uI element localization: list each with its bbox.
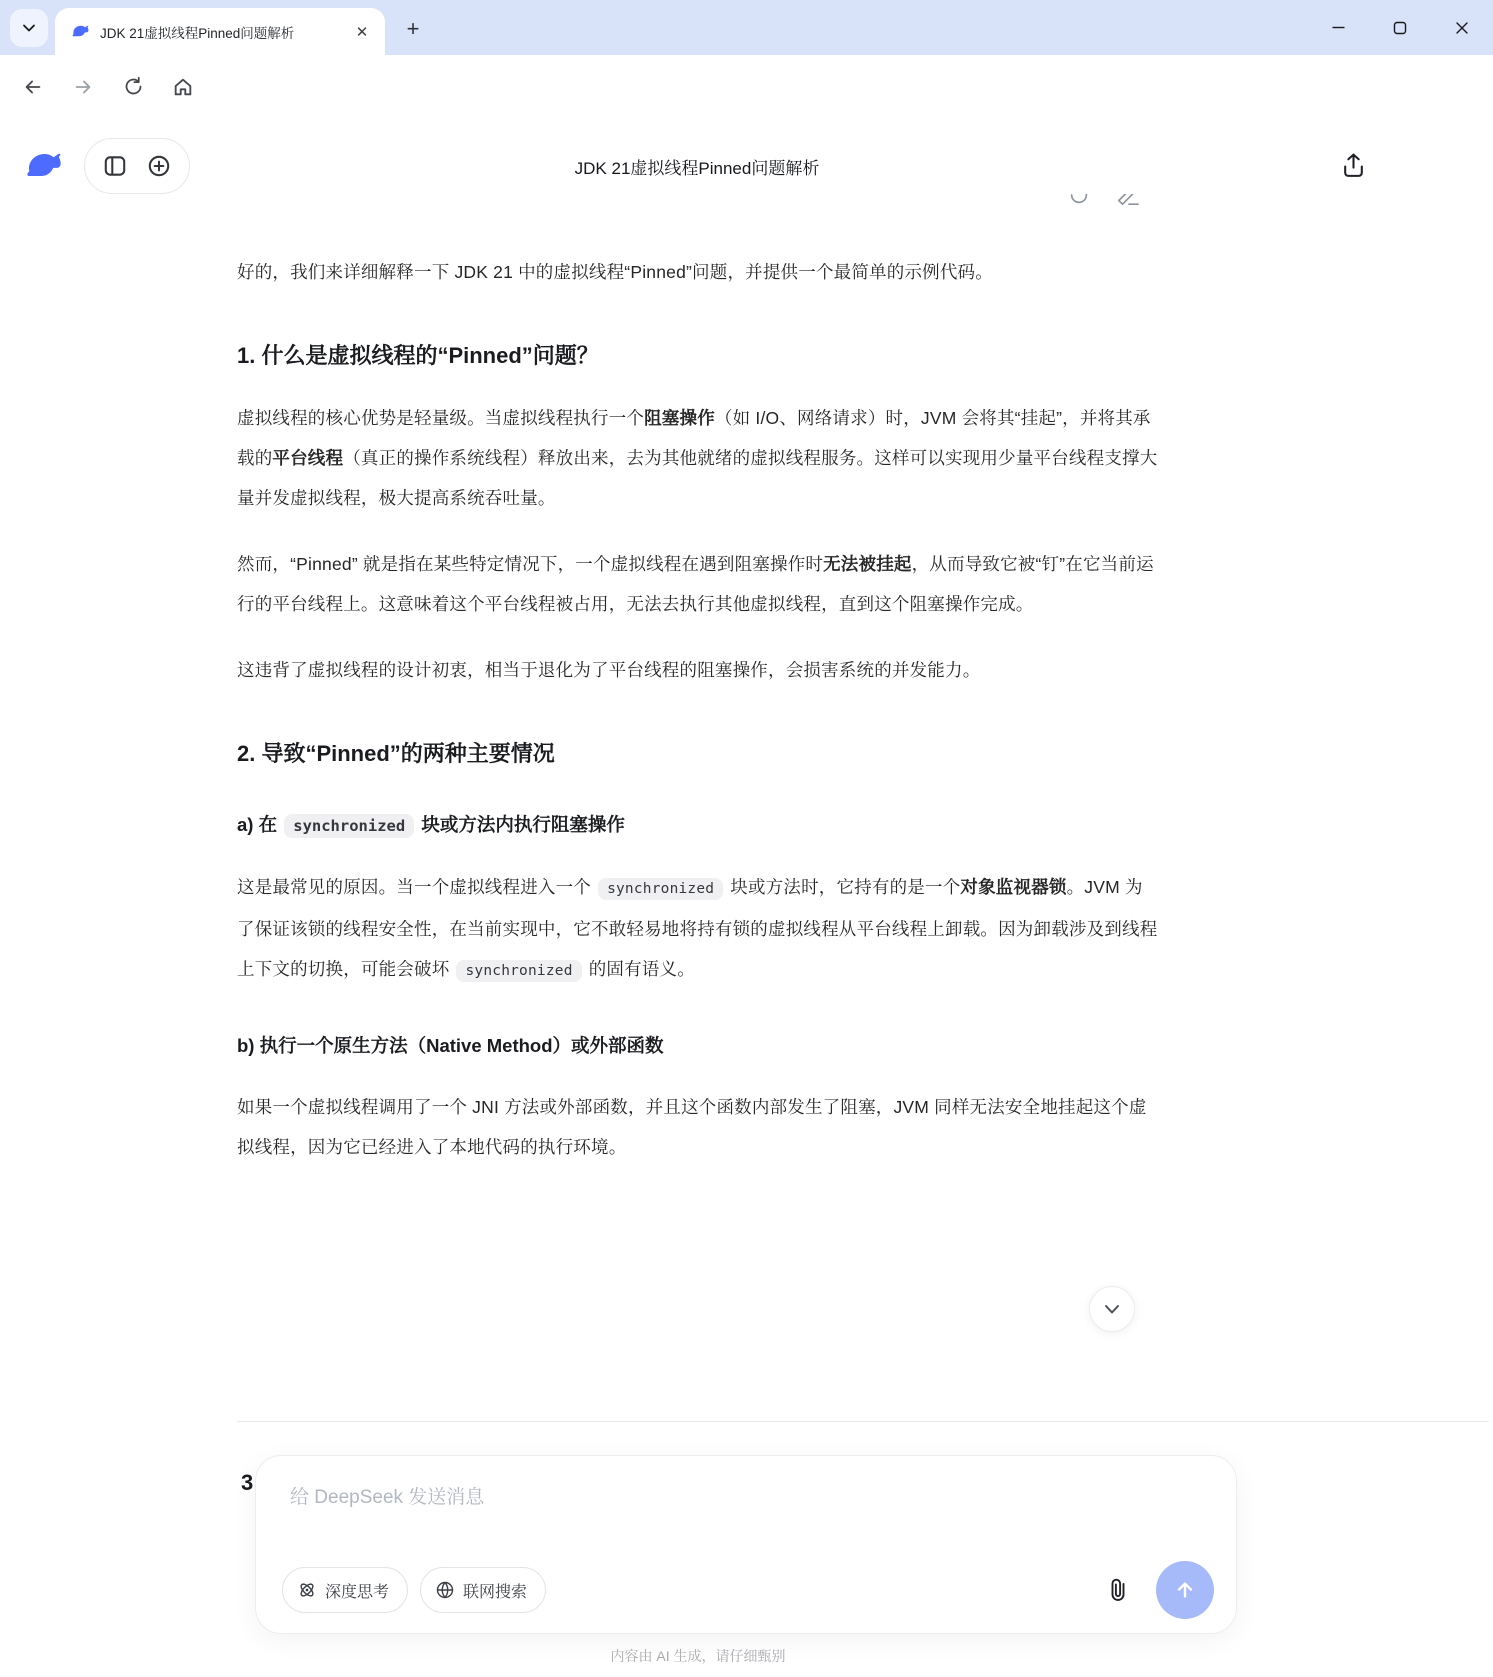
- composer-toolbar: [282, 1565, 1214, 1615]
- sidebar-toggle-icon[interactable]: [102, 153, 128, 179]
- ai-disclaimer: 内容由 AI 生成，请仔细甄别: [610, 1648, 786, 1664]
- chat-title: JDK 21虚拟线程Pinned问题解析: [574, 159, 820, 178]
- tab-search-button[interactable]: [10, 9, 48, 47]
- message-composer[interactable]: [255, 1455, 1237, 1634]
- assistant-paragraph: 虚拟线程的核心优势是轻量级。当虚拟线程执行一个阻塞操作（如 I/O、网络请求）时，JVM 会将其“挂起”，并将其承载的平台线程（真正的操作系统线程）释放出来，去为其他就绪的虚拟线程服务。这样可以实现用少量平台线程支撑大量并发虚拟线程，极大提高系统吞吐量。: [237, 408, 1158, 508]
- deep-think-atom-icon: [297, 1580, 317, 1600]
- assistant-heading: b) 执行一个原生方法（Native Method）或外部函数: [237, 1035, 664, 1056]
- chat-controls-pill: [84, 138, 190, 194]
- regenerate-icon[interactable]: [1068, 194, 1090, 206]
- clipped-message-actions: [1068, 194, 1152, 210]
- reload-button[interactable]: [116, 70, 150, 104]
- tab-title: JDK 21虚拟线程Pinned问题解析: [100, 22, 351, 42]
- send-button[interactable]: [1156, 1561, 1214, 1619]
- close-window-button[interactable]: [1431, 0, 1493, 55]
- back-button[interactable]: [16, 70, 50, 104]
- occluded-heading-fragment: 3: [241, 1470, 254, 1495]
- assistant-paragraph: 如果一个虚拟线程调用了一个 JNI 方法或外部函数，并且这个函数内部发生了阻塞，JVM 同样无法安全地挂起这个虚拟线程，因为它已经进入了本地代码的执行环境。: [237, 1097, 1147, 1157]
- assistant-heading: 1. 什么是虚拟线程的“Pinned”问题？: [237, 343, 599, 368]
- composer-placeholder[interactable]: 给 DeepSeek 发送消息: [290, 1487, 485, 1508]
- assistant-paragraph: 这是最常见的原因。当一个虚拟线程进入一个 synchronized 块或方法时，它持有的是一个对象监视器锁。JVM 为了保证该锁的线程安全性，在当前实现中，它不敢轻易地将持有锁的虚拟线程从平台线程上卸载。因为卸载涉及到线程上下文的切换，可能会破坏 synchronized 的固有语义。: [237, 867, 1159, 991]
- send-arrow-icon: [1174, 1579, 1196, 1601]
- maximize-button[interactable]: [1369, 0, 1431, 55]
- attach-file-button[interactable]: [1100, 1572, 1136, 1608]
- deepseek-logo: [24, 146, 64, 186]
- deepseek-page: [0, 118, 1493, 1677]
- assistant-message: [237, 226, 1159, 1193]
- chevron-down-icon: [22, 21, 36, 35]
- bold-text: 阻塞操作: [644, 408, 715, 428]
- web-search-toggle[interactable]: [420, 1567, 546, 1613]
- inline-code: synchronized: [456, 960, 581, 982]
- deep-think-toggle[interactable]: [282, 1567, 408, 1613]
- paperclip-icon: [1106, 1577, 1130, 1603]
- bold-text: 无法被挂起: [823, 554, 912, 574]
- bold-text: 对象监视器锁: [960, 877, 1067, 897]
- composer-divider: [237, 1421, 1489, 1422]
- share-button[interactable]: [1336, 148, 1370, 182]
- web-search-label: 联网搜索: [463, 1583, 528, 1601]
- bold-text: 平台线程: [272, 448, 344, 468]
- chevron-down-icon: [1103, 1300, 1121, 1318]
- deep-think-label: 深度思考: [325, 1583, 390, 1601]
- web-search-globe-icon: [435, 1580, 455, 1600]
- share-upload-icon: [1341, 152, 1366, 179]
- inline-code: synchronized: [284, 814, 414, 838]
- tab-title-fade: [317, 22, 351, 42]
- forward-button[interactable]: [66, 70, 100, 104]
- tab-strip: [0, 0, 1493, 55]
- browser-tab[interactable]: [55, 8, 385, 55]
- tab-close-button[interactable]: ✕: [355, 23, 369, 41]
- minimize-button[interactable]: [1307, 0, 1369, 55]
- new-tab-button[interactable]: +: [406, 16, 420, 41]
- deepseek-favicon: [71, 22, 90, 41]
- window-controls: [1307, 0, 1493, 55]
- edit-icon[interactable]: [1116, 194, 1140, 206]
- assistant-heading: a) 在 synchronized 块或方法内执行阻塞操作: [237, 810, 1159, 841]
- assistant-paragraph: 然而，“Pinned” 就是指在某些特定情况下，一个虚拟线程在遇到阻塞操作时无法被挂起，从而导致它被“钉”在它当前运行的平台线程上。这意味着这个平台线程被占用，无法去执行其他虚拟线程，直到这个阻塞操作完成。: [237, 554, 1154, 614]
- assistant-paragraph: 这违背了虚拟线程的设计初衷，相当于退化为了平台线程的阻塞操作，会损害系统的并发能力。: [237, 660, 981, 680]
- page-header: [0, 134, 1493, 204]
- scroll-to-bottom-button[interactable]: [1089, 1286, 1135, 1332]
- new-chat-icon[interactable]: [146, 153, 172, 179]
- inline-code: synchronized: [598, 878, 723, 900]
- browser-toolbar: [0, 55, 1493, 118]
- assistant-paragraph: 好的，我们来详细解释一下 JDK 21 中的虚拟线程“Pinned”问题，并提供一个最简单的示例代码。: [237, 262, 993, 282]
- assistant-heading: 2. 导致“Pinned”的两种主要情况: [237, 741, 555, 766]
- home-button[interactable]: [166, 70, 200, 104]
